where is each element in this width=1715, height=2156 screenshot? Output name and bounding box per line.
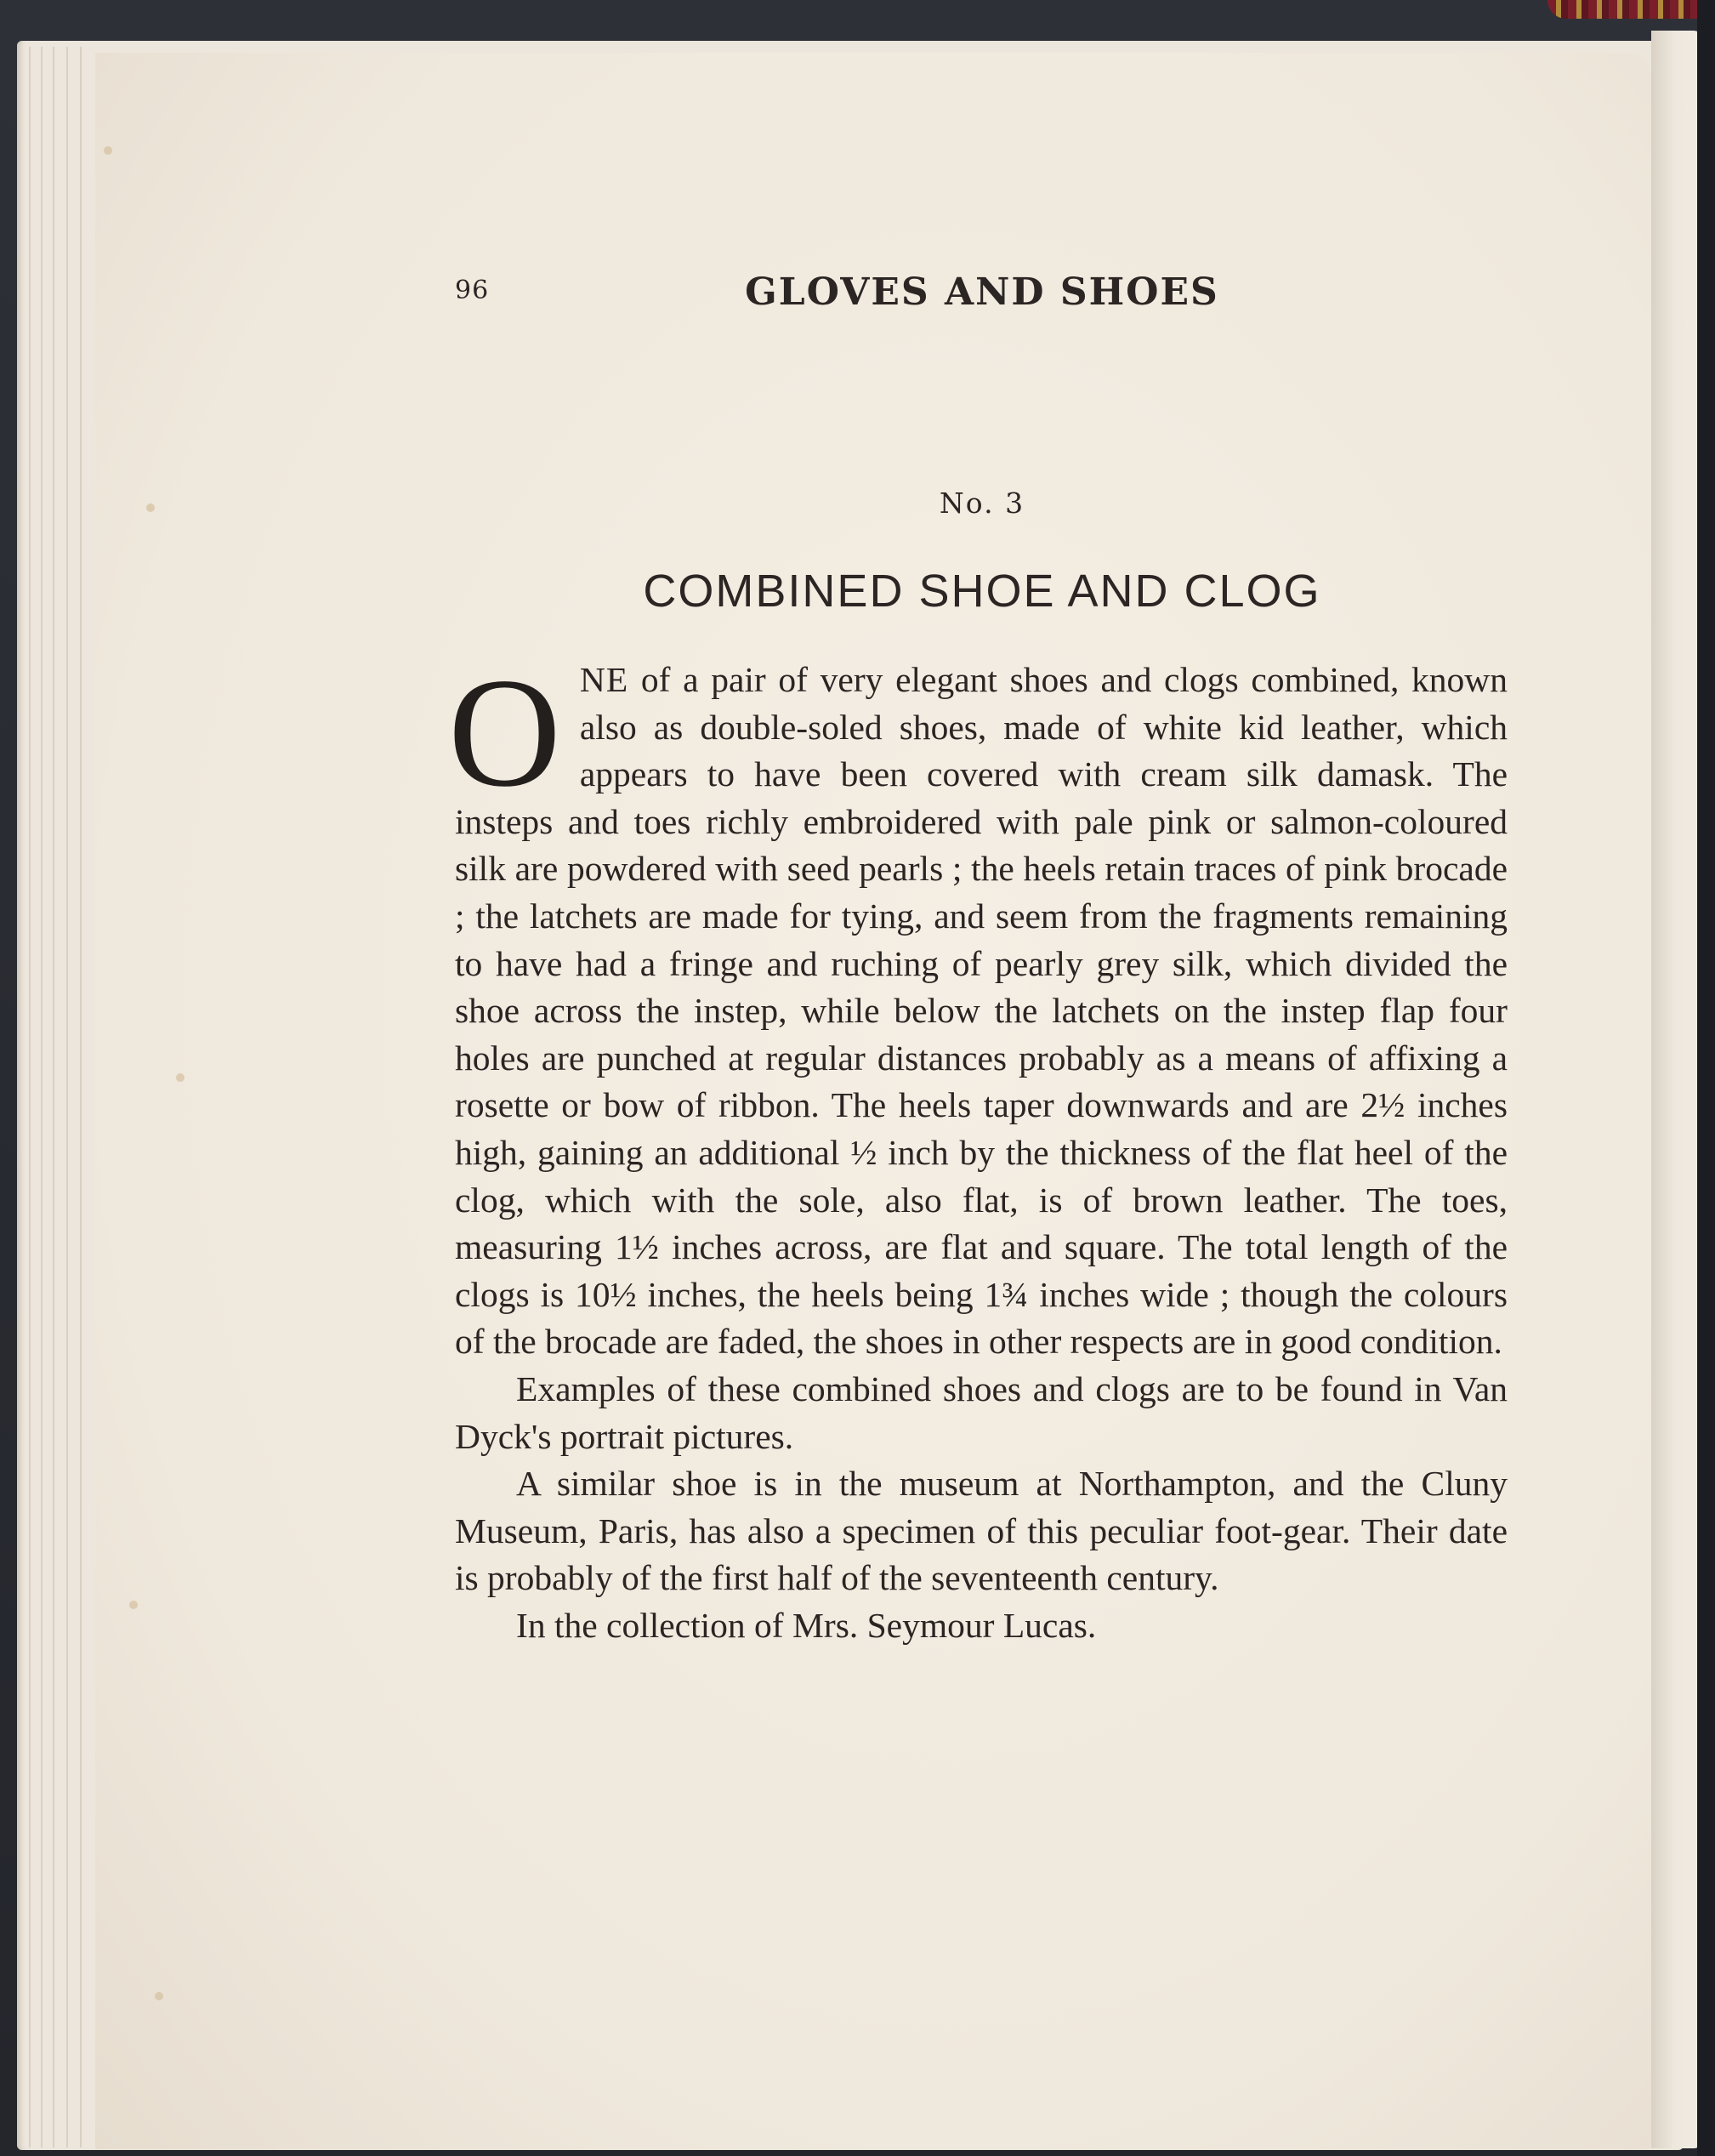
page-edge-line xyxy=(29,47,31,2147)
scan-right-edge xyxy=(1697,0,1715,2156)
paragraph-3: A similar shoe is in the museum at Northampton, and the Cluny Museum, Paris, has also a specimen of this peculiar foot-gear. Their date is probably of the first half of the seventeenth century. xyxy=(455,1464,1508,1598)
foxing-spot xyxy=(129,1601,138,1609)
page-number: 96 xyxy=(455,276,490,305)
body-text xyxy=(448,646,1508,1649)
paragraph-1 xyxy=(448,646,1508,1366)
paragraph-1-text: of a pair of very elegant shoes and clogs combined, known also as double-soled shoes, made of white kid leather, which appears to have been covered with cream silk damask. The insteps and toes richly embroidered with pale pink or salmon-coloured silk are powdered with seed pearls ; the heels retain traces of pink brocade ; the latchets are made for tying, and seem from the fragments remaining to have had a fringe and ruching of pearly grey silk, which divided the shoe across the instep, while below the latchets on the instep flap four holes are punched at regular distances probably as a means of affixing a rosette or bow of ribbon. The heels taper downwards and are 2½ inches high, gaining an additional ½ inch by the thickness of the flat heel of the clog, which with the sole, also flat, is of brown leather. The toes, measuring 1½ inches across, are flat and square. The total length of the clogs is 10½ inches, the heels being 1¾ inches wide ; though the colours of the brocade are faded, the shoes in other respects are in good condition. xyxy=(455,660,1508,1362)
running-title: GLOVES AND SHOES xyxy=(745,270,1219,314)
foxing-spot xyxy=(104,146,112,155)
section-number: No. 3 xyxy=(939,486,1025,520)
facing-page-gutter xyxy=(1651,31,1702,2148)
page-edge-line xyxy=(41,47,43,2147)
page-edge-line xyxy=(66,47,68,2147)
section-title: COMBINED SHOE AND CLOG xyxy=(643,566,1321,617)
paragraph-4: In the collection of Mrs. Seymour Lucas. xyxy=(516,1605,1097,1645)
drop-cap: O xyxy=(448,646,561,819)
foxing-spot xyxy=(146,503,155,512)
page-edge-line xyxy=(53,47,54,2147)
book-spine-edge xyxy=(1547,0,1701,19)
page-edge-line xyxy=(80,47,82,2147)
paragraph-2: Examples of these combined shoes and clogs are to be found in Van Dyck's portrait pictures. xyxy=(455,1368,1508,1456)
running-head xyxy=(455,270,1509,313)
foxing-spot xyxy=(155,1992,163,2000)
first-word: NE xyxy=(579,660,629,699)
foxing-spot xyxy=(176,1073,185,1082)
